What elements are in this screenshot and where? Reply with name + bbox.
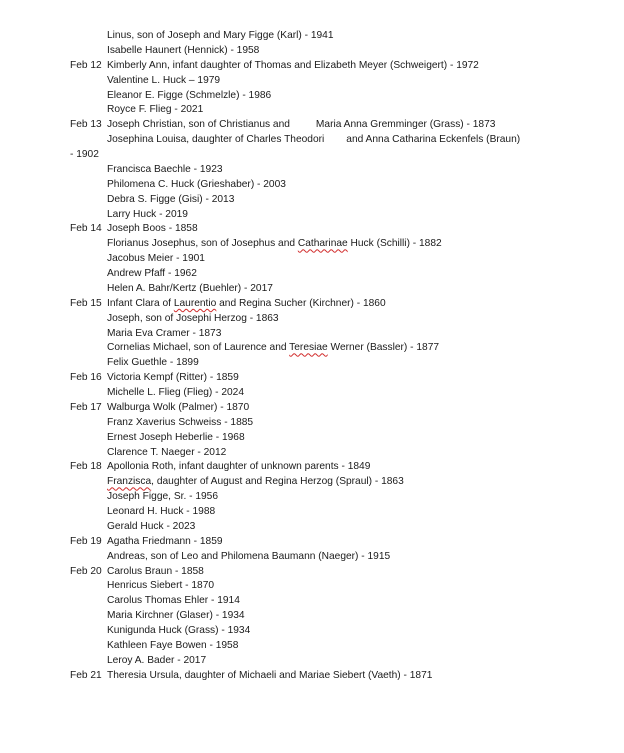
entry-continuation[interactable]: - 1902 [70,149,99,160]
entry-text[interactable]: Agatha Friedmann - 1859 [107,535,223,547]
date-label: Feb 14 [70,223,102,235]
entry-line [0,654,624,669]
entry-line [0,669,624,684]
entry-text[interactable]: Helen A. Bahr/Kertz (Buehler) - 2017 [107,282,273,294]
entry-line [0,356,624,371]
entry-line [0,371,624,386]
entry-text[interactable]: Victoria Kempf (Ritter) - 1859 [107,372,239,384]
entry-text[interactable]: Francisca Baechle - 1923 [107,163,223,175]
entry-text[interactable]: Joseph Figge, Sr. - 1956 [107,491,218,503]
entry-line [0,327,624,342]
entry-text[interactable]: Joseph, son of Josephi Herzog - 1863 [107,312,279,324]
entry-text[interactable] [107,297,386,312]
entry-text[interactable]: Franz Xaverius Schweiss - 1885 [107,416,254,428]
entry-text[interactable]: Philomena C. Huck (Grieshaber) - 2003 [107,178,286,190]
entry-line [0,520,624,535]
entry-text[interactable]: Valentine L. Huck – 1979 [107,74,221,86]
entry-text-part: Cornelias Michael, son of Laurence and [107,342,290,354]
entry-line [0,103,624,118]
entry-text[interactable]: Walburga Wolk (Palmer) - 1870 [107,401,250,413]
entry-line [0,237,624,252]
entry-line [0,550,624,565]
entry-text[interactable]: Debra S. Figge (Gisi) - 2013 [107,193,235,205]
entry-line [0,579,624,594]
date-label: Feb 17 [70,401,102,413]
entry-text-part: Maria Anna Gremminger (Grass) - 1873 [315,119,496,131]
entry-text[interactable]: Theresia Ursula, daughter of Michaeli and Mariae Siebert (Vaeth) - 1871 [107,669,433,681]
entry-text[interactable]: Felix Guethle - 1899 [107,357,199,369]
entry-text[interactable]: Maria Eva Cramer - 1873 [107,327,222,339]
misspelled-word[interactable]: Franzisca [107,476,152,488]
entry-text-part: Huck (Schilli) - 1882 [347,238,442,250]
entry-line [0,148,624,163]
entry-text-part: Infant Clara of [107,297,174,309]
entry-line [0,609,624,624]
entry-text[interactable]: Joseph Boos - 1858 [107,223,198,235]
date-label: Feb 18 [70,461,102,473]
entry-line [0,341,624,356]
entry-text-part: Joseph Christian, son of Christianus and [107,119,290,131]
entry-text[interactable]: Royce F. Flieg - 2021 [107,104,204,116]
entry-text[interactable] [107,133,520,148]
misspelled-word[interactable]: Catharinae [297,238,348,250]
entry-line [0,624,624,639]
entry-text-part: and Regina Sucher (Kirchner) - 1860 [216,297,386,309]
entry-line [0,163,624,178]
entry-line [0,118,624,133]
misspelled-word[interactable]: Teresiae [289,342,328,354]
entry-line [0,386,624,401]
entry-line [0,401,624,416]
entry-text[interactable]: Apollonia Roth, infant daughter of unknown parents - 1849 [107,461,371,473]
entry-text[interactable]: Leonard H. Huck - 1988 [107,506,216,517]
entry-line [0,44,624,59]
entry-line [0,193,624,208]
entry-text[interactable] [107,475,404,490]
entry-text-part: Florianus Josephus, son of Josephus and [107,238,298,250]
entry-line [0,312,624,327]
entry-text[interactable]: Andrew Pfaff - 1962 [107,268,197,279]
entry-text-part: , daughter of August and Regina Herzog (Spraul) - 1863 [151,476,404,488]
entry-line [0,74,624,89]
entry-line [0,639,624,654]
date-label: Feb 21 [70,669,102,681]
entry-line [0,535,624,550]
entry-line [0,29,624,44]
date-label: Feb 13 [70,119,102,131]
entry-line [0,565,624,580]
entry-text[interactable]: Kunigunda Huck (Grass) - 1934 [107,625,251,636]
date-label: Feb 19 [70,535,102,547]
entry-text[interactable]: Michelle L. Flieg (Flieg) - 2024 [107,387,245,398]
entry-line [0,297,624,312]
entry-text[interactable]: Kimberly Ann, infant daughter of Thomas and Elizabeth Meyer (Schweigert) - 1972 [107,59,479,71]
entry-line [0,431,624,446]
entry-line [0,252,624,267]
entry-text[interactable]: Maria Kirchner (Glaser) - 1934 [107,610,245,622]
entry-text[interactable]: Carolus Braun - 1858 [107,565,204,577]
date-label: Feb 15 [70,297,102,309]
entry-text[interactable]: Leroy A. Bader - 2017 [107,654,207,666]
entry-line [0,475,624,490]
entry-line [0,282,624,297]
misspelled-word[interactable]: Laurentio [173,297,217,309]
date-label: Feb 12 [70,59,102,71]
entry-line [0,178,624,193]
entry-text[interactable]: Clarence T. Naeger - 2012 [107,446,227,458]
entry-text[interactable]: Henricus Siebert - 1870 [107,580,215,592]
entry-line [0,208,624,223]
entry-line [0,490,624,505]
entry-text[interactable]: Carolus Thomas Ehler - 1914 [107,595,240,607]
entry-text[interactable]: Linus, son of Joseph and Mary Figge (Karl) - 1941 [107,30,334,41]
entry-text[interactable]: Gerald Huck - 2023 [107,520,196,532]
entry-text[interactable]: Ernest Joseph Heberlie - 1968 [107,431,245,443]
entry-line [0,460,624,475]
entry-text-part: and Anna Catharina Eckenfels (Braun) [346,134,521,146]
entry-line [0,59,624,74]
entry-text-part: Werner (Bassler) - 1877 [327,342,440,354]
entry-text[interactable]: Andreas, son of Leo and Philomena Baumann (Naeger) - 1915 [107,550,391,562]
document-page [0,29,624,684]
entry-text[interactable] [107,341,439,356]
date-label: Feb 20 [70,565,102,577]
entry-text[interactable]: Kathleen Faye Bowen - 1958 [107,639,239,651]
entry-text[interactable]: Larry Huck - 2019 [107,208,188,220]
entry-text-part: Josephina Louisa, daughter of Charles Theodori [107,134,325,146]
date-label: Feb 16 [70,372,102,384]
entry-line [0,222,624,237]
entry-line [0,594,624,609]
entry-line [0,89,624,104]
entry-text[interactable]: Isabelle Haunert (Hennick) - 1958 [107,44,260,56]
entry-line [0,416,624,431]
entry-line [0,267,624,282]
entry-text[interactable] [107,237,442,252]
entry-text[interactable]: Eleanor E. Figge (Schmelzle) - 1986 [107,89,272,101]
entry-line [0,505,624,520]
entry-line [0,446,624,461]
entry-line [0,133,624,148]
entry-text[interactable]: Jacobus Meier - 1901 [107,253,205,265]
entry-text[interactable] [107,118,495,133]
